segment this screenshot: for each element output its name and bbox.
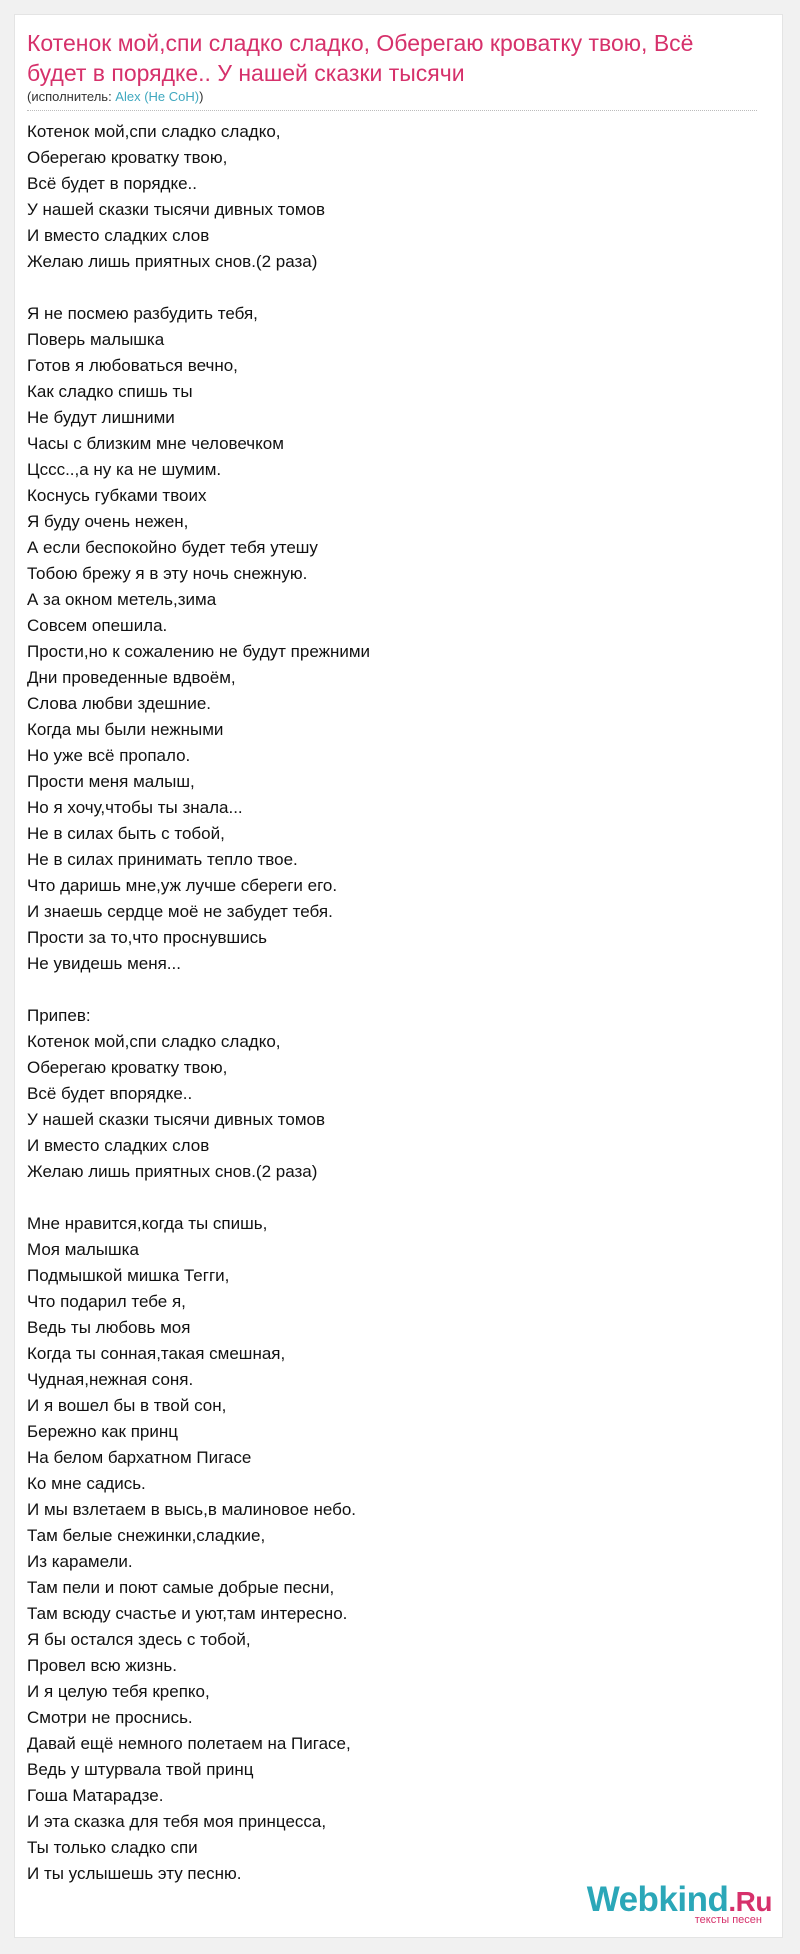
lyrics-line: И ты услышешь эту песню. [27,1864,242,1883]
lyrics-line: И знаешь сердце моё не забудет тебя. [27,902,333,921]
lyrics-line: Прости за то,что проснувшись [27,928,268,947]
lyrics-blank-line [27,275,757,301]
lyrics-line: Слова любви здешние. [27,694,212,713]
lyrics-line: Тобою брежу я в эту ночь снежную. [27,564,308,583]
lyrics-line: У нашей сказки тысячи дивных томов [27,200,325,219]
lyrics-line: Всё будет впорядке.. [27,1084,193,1103]
lyrics-line: Провел всю жизнь. [27,1656,177,1675]
lyrics-line: Прости,но к сожалению не будут прежними [27,642,371,661]
lyrics-line: Готов я любоваться вечно, [27,356,238,375]
artist-suffix: ) [199,89,204,104]
lyrics-line: Совсем опешила. [27,616,168,635]
lyrics-line: Поверь малышка [27,330,165,349]
lyrics-line: Моя малышка [27,1240,139,1259]
lyrics-line: А за окном метель,зима [27,590,217,609]
lyrics-line: Но уже всё пропало. [27,746,191,765]
logo-brand: Webkind [586,1880,729,1919]
lyrics-line: И мы взлетаем в высь,в малиновое небо. [27,1500,357,1519]
lyrics-line: Из карамели. [27,1552,133,1571]
lyrics-line: Что даришь мне,уж лучше сбереги его. [27,876,338,895]
lyrics-line: Гоша Матарадзе. [27,1786,164,1805]
lyrics-line: И я вошел бы в твой сон, [27,1396,227,1415]
lyrics-blank-line [27,977,757,1003]
lyrics-line: Но я хочу,чтобы ты знала... [27,798,243,817]
lyrics-line: Прости меня малыш, [27,772,195,791]
lyrics-line: Что подарил тебе я, [27,1292,186,1311]
lyrics-line: Не в силах принимать тепло твое. [27,850,298,869]
lyrics-line: И я целую тебя крепко, [27,1682,210,1701]
lyrics-line: Там пели и поют самые добрые песни, [27,1578,335,1597]
lyrics-line: Желаю лишь приятных снов.(2 раза) [27,252,318,271]
lyrics-line: Желаю лишь приятных снов.(2 раза) [27,1162,318,1181]
song-title: Котенок мой,спи сладко сладко, Оберегаю кроватку твою, Всё будет в порядке.. У нашей сказки тысячи [27,30,694,86]
artist-link[interactable]: Alex (Не СоН) [115,89,200,104]
lyrics-line: Не увидешь меня... [27,954,181,973]
lyrics-line: И эта сказка для тебя моя принцесса, [27,1812,327,1831]
lyrics-line: Давай ещё немного полетаем на Пигасе, [27,1734,351,1753]
artist-prefix: (исполнитель: [27,89,116,104]
lyrics-body [27,119,757,1887]
site-logo[interactable] [570,1880,780,1930]
lyrics-line: Не будут лишними [27,408,175,427]
lyrics-line: Я не посмею разбудить тебя, [27,304,258,323]
lyrics-line: Я бы остался здесь с тобой, [27,1630,251,1649]
lyrics-line: И вместо сладких слов [27,226,210,245]
artist-line [27,89,757,111]
lyrics-line: Бережно как принц [27,1422,178,1441]
logo-tagline: тексты песен [694,1914,762,1926]
lyrics-line: На белом бархатном Пигасе [27,1448,252,1467]
lyrics-line: Котенок мой,спи сладко сладко, [27,1032,281,1051]
lyrics-line: Оберегаю кроватку твою, [27,1058,228,1077]
lyrics-line: И вместо сладких слов [27,1136,210,1155]
lyrics-line: Ко мне садись. [27,1474,146,1493]
lyrics-line: Мне нравится,когда ты спишь, [27,1214,268,1233]
lyrics-line: Как сладко спишь ты [27,382,193,401]
lyrics-line: Коснусь губками твоих [27,486,207,505]
lyrics-line: Ведь ты любовь моя [27,1318,191,1337]
lyrics-line: Ведь у штурвала твой принц [27,1760,254,1779]
lyrics-line: Когда мы были нежными [27,720,224,739]
lyrics-line: Я буду очень нежен, [27,512,189,531]
lyrics-line: Ты только сладко спи [27,1838,198,1857]
lyrics-line: Там белые снежинки,сладкие, [27,1526,266,1545]
lyrics-line: А если беспокойно будет тебя утешу [27,538,318,557]
lyrics-line: Когда ты сонная,такая смешная, [27,1344,286,1363]
lyrics-line: Всё будет в порядке.. [27,174,197,193]
lyrics-line: Котенок мой,спи сладко сладко, [27,122,281,141]
logo-tld: .Ru [728,1886,772,1917]
lyrics-line: Часы с близким мне человечком [27,434,284,453]
lyrics-line: Припев: [27,1006,91,1025]
lyrics-line: Подмышкой мишка Тегги, [27,1266,230,1285]
lyrics-line: Не в силах быть с тобой, [27,824,225,843]
lyrics-line: Цссс..,а ну ка не шумим. [27,460,222,479]
lyrics-line: Там всюду счастье и уют,там интересно. [27,1604,348,1623]
lyrics-line: У нашей сказки тысячи дивных томов [27,1110,325,1129]
lyrics-line: Оберегаю кроватку твою, [27,148,228,167]
lyrics-line: Чудная,нежная соня. [27,1370,194,1389]
lyrics-blank-line [27,1185,757,1211]
lyrics-line: Смотри не проснись. [27,1708,193,1727]
lyrics-line: Дни проведенные вдвоём, [27,668,236,687]
